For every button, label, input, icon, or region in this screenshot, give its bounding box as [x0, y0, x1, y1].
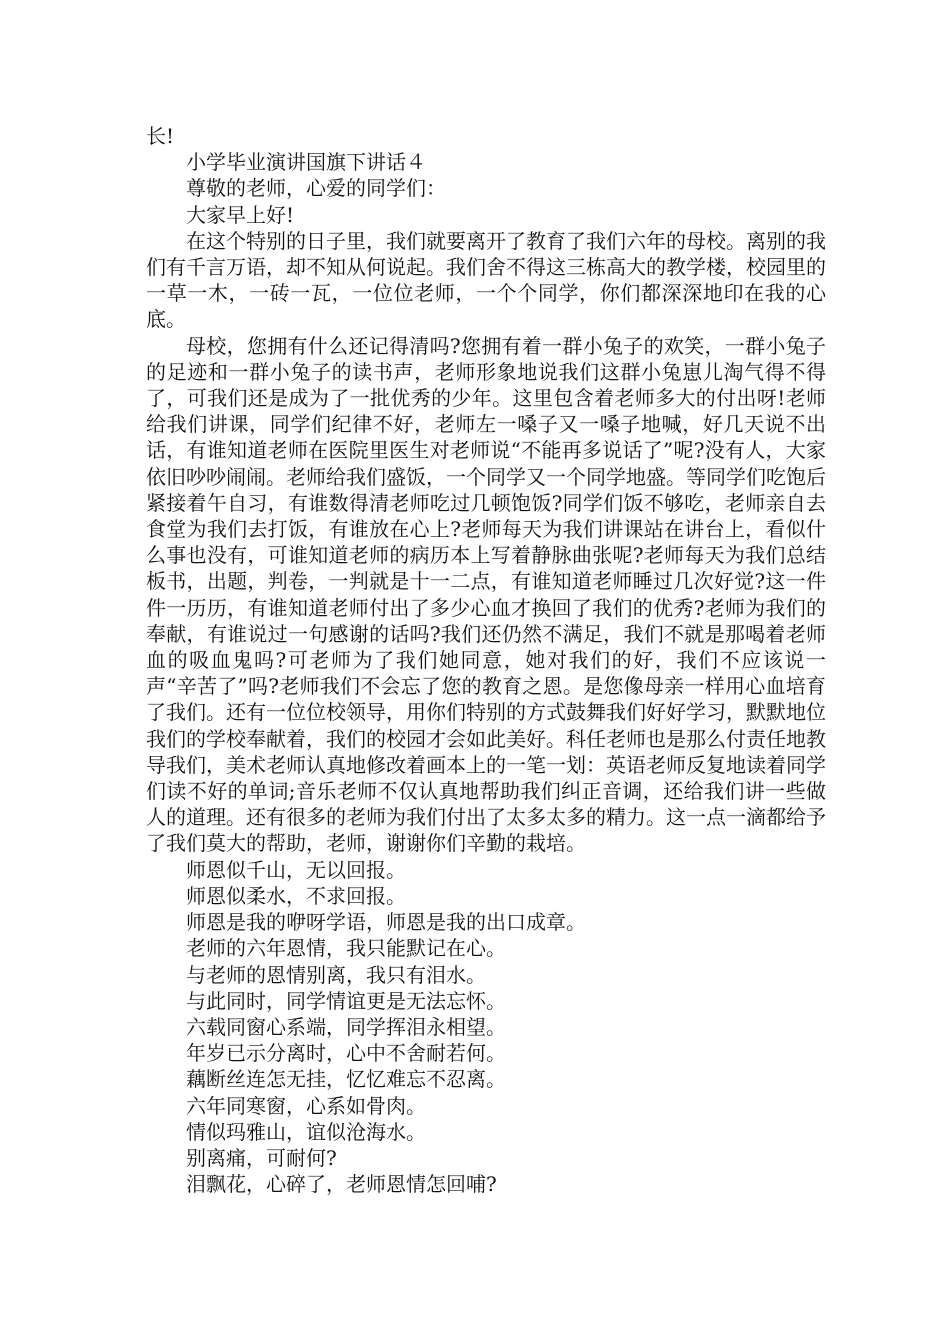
verse-line: 藕断丝连怎无挂，忆忆难忘不忍离。 [186, 1067, 506, 1092]
speech-title: 小学毕业演讲国旗下讲话４ [186, 150, 426, 175]
verse-line: 六载同窗心系端，同学挥泪永相望。 [186, 1014, 506, 1039]
paragraph-main-body: 母校，您拥有什么还记得清吗?您拥有着一群小兔子的欢笑，一群小兔子的足迹和一群小兔子的读书声，老师形象地说我们这群小兔崽儿淘气得不得了，可我们还是成为了一批优秀的少年。这里包含着老师多大的付出呀!老师给我们讲课，同学们纪律不好，老师左一嗓子又一嗓子地喊，好几天说不出话，有谁知道老师在医院里医生对老师说“不能再多说话了”呢?没有人，大家依旧吵吵闹闹。老师给我们盛饭，一个同学又一个同学地盛。等同学们吃饱后紧接着午自习，有谁数得清老师吃过几顿饱饭?同学们饭不够吃，老师亲自去食堂为我们去打饭，有谁放在心上?老师每天为我们讲课站在讲台上，看似什么事也没有，可谁知道老师的病历本上写着静脉曲张呢?老师每天为我们总结板书，出题，判卷，一判就是十一二点，有谁知道老师睡过几次好觉?这一件件一历历，有谁知道老师付出了多少心血才换回了我们的优秀?老师为我们的奉献，有谁说过一句感谢的话吗?我们还仍然不满足，我们不就是那喝着老师血的吸血鬼吗?可老师为了我们她同意，她对我们的好，我们不应该说一声“辛苦了”吗?老师我们不会忘了您的教育之恩。是您像母亲一样用心血培育了我们。还有一位位校领导，用你们特别的方式鼓舞我们好好学习，默默地位我们的学校奉献着，我们的校园才会如此美好。科任老师也是那么付责任地教导我们，美术老师认真地修改着画本上的一笔一划：英语老师反复地读着同学们读不好的单词;音乐老师不仅认真地帮助我们纠正音调，还给我们讲一些做人的道理。还有很多的老师为我们付出了太多太多的精力。这一点一滴都给予了我们莫大的帮助，老师，谢谢你们辛勤的栽培。 [146, 333, 826, 856]
salutation: 尊敬的老师，心爱的同学们： [186, 176, 446, 201]
paragraph-continuation: 长! [146, 124, 175, 148]
verse-line: 与此同时，同学情谊更是无法忘怀。 [186, 988, 506, 1013]
verse-line: 师恩似柔水，不求回报。 [186, 883, 406, 908]
greeting: 大家早上好! [186, 202, 295, 227]
verse-line: 别离痛，可耐何? [186, 1145, 337, 1170]
verse-line: 年岁已示分离时，心中不舍耐若何。 [186, 1041, 506, 1066]
verse-line: 泪飘花，心碎了，老师恩情怎回哺? [186, 1172, 497, 1197]
document-body [146, 123, 826, 1197]
verse-line: 情似玛雅山，谊似沧海水。 [186, 1119, 426, 1144]
verse-line: 老师的六年恩情，我只能默记在心。 [186, 936, 506, 961]
verse-line: 六年同寒窗，心系如骨肉。 [186, 1093, 426, 1118]
verse-line: 与老师的恩情别离，我只有泪水。 [186, 962, 486, 987]
paragraph-farewell: 在这个特别的日子里，我们就要离开了教育了我们六年的母校。离别的我们有千言万语，却不知从何说起。我们舍不得这三栋高大的教学楼，校园里的一草一木，一砖一瓦，一位位老师，一个个同学，你们都深深地印在我的心底。 [146, 228, 826, 332]
verse-line: 师恩是我的咿呀学语，师恩是我的出口成章。 [186, 910, 586, 935]
verse-line: 师恩似千山，无以回报。 [186, 857, 406, 882]
